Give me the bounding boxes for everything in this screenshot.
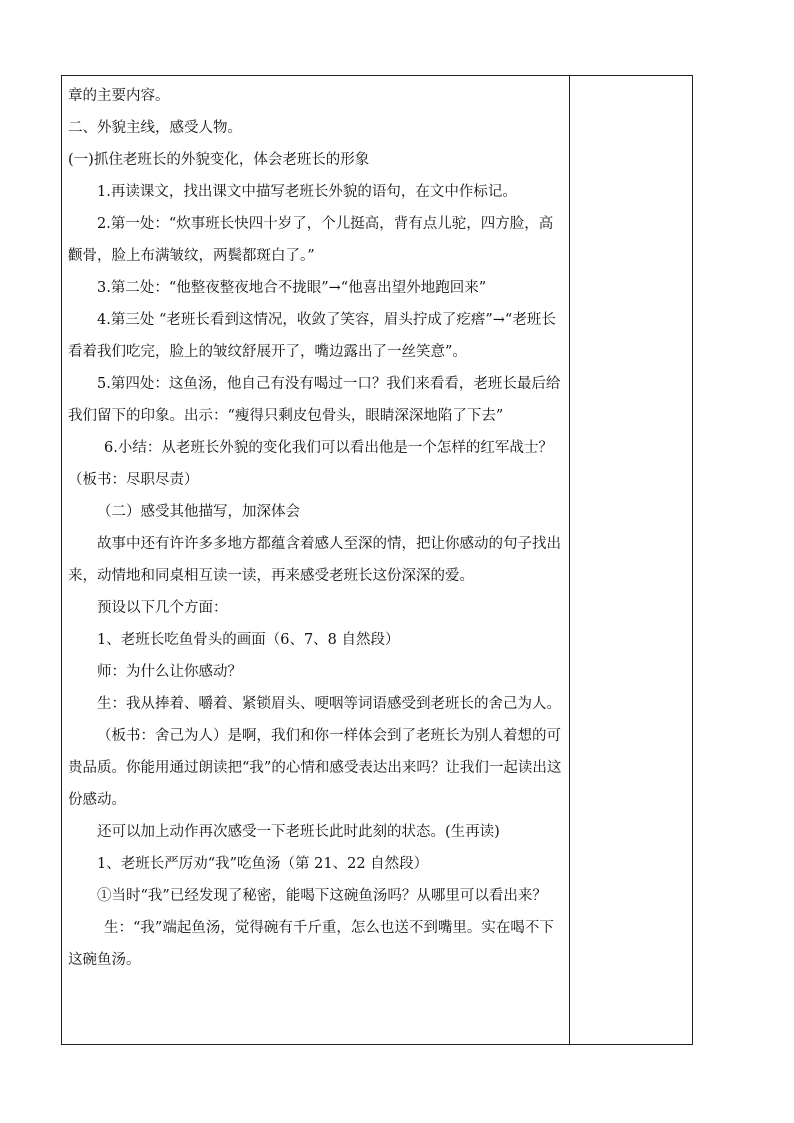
lesson-content-cell [68, 80, 562, 976]
paragraph: 章的主要内容。 [68, 88, 170, 104]
paragraph: 1.再读课文，找出课文中描写老班长外貌的语句，在文中作标记。 [97, 184, 517, 200]
subsection-heading: （二）感受其他描写，加深体会 [97, 504, 300, 520]
paragraph: 生：“我”端起鱼汤，觉得碗有千斤重，怎么也送不到嘴里。实在喝不下这碗鱼汤。 [68, 920, 554, 968]
paragraph: 4.第三处 “老班长看到这情况，收敛了笑容，眉头拧成了疙瘩”→“老班长看着我们吃完，脸上的皱纹舒展开了，嘴边露出了一丝笑意”。 [68, 312, 556, 360]
paragraph: 1、老班长吃鱼骨头的画面（6、7、8 自然段） [97, 632, 400, 648]
lesson-table [61, 75, 693, 1045]
paragraph: 6.小结：从老班长外貌的变化我们可以看出他是一个怎样的红军战士？（板书：尽职尽责） [68, 440, 553, 488]
paragraph: 1、老班长严厉劝“我”吃鱼汤（第 21、22 自然段） [97, 856, 429, 872]
paragraph: 预设以下几个方面： [97, 600, 228, 616]
paragraph: 3.第二处：“他整夜整夜地合不拢眼”→“他喜出望外地跑回来” [97, 280, 487, 296]
paragraph: 还可以加上动作再次感受一下老班长此时此刻的状态。(生再读) [97, 824, 500, 840]
notes-cell [570, 76, 692, 1044]
paragraph: 故事中还有许许多多地方都蕴含着感人至深的情，把让你感动的句子找出来，动情地和同桌相互读一读，再来感受老班长这份深深的爱。 [68, 536, 561, 584]
paragraph: 5.第四处：这鱼汤，他自己有没有喝过一口？我们来看看，老班长最后给我们留下的印象。出示：“瘦得只剩皮包骨头，眼睛深深地陷了下去” [68, 376, 561, 424]
paragraph: ①当时“我”已经发现了秘密，能喝下这碗鱼汤吗？从哪里可以看出来？ [97, 888, 547, 904]
section-heading: 二、外貌主线，感受人物。 [68, 120, 242, 136]
paragraph: 2.第一处：“炊事班长快四十岁了，个儿挺高，背有点儿驼，四方脸，高颧骨，脸上布满皱纹，两鬓都斑白了。” [68, 216, 554, 264]
paragraph: 师：为什么让你感动？ [97, 664, 242, 680]
paragraph: 生：我从捧着、嚼着、紧锁眉头、哽咽等词语感受到老班长的舍己为人。 [97, 696, 561, 712]
subsection-heading: (一)抓住老班长的外貌变化，体会老班长的形象 [68, 152, 370, 168]
paragraph: （板书：舍己为人）是啊，我们和你一样体会到了老班长为别人着想的可贵品质。你能用通过朗读把“我”的心情和感受表达出来吗？让我们一起读出这份感动。 [68, 728, 562, 808]
